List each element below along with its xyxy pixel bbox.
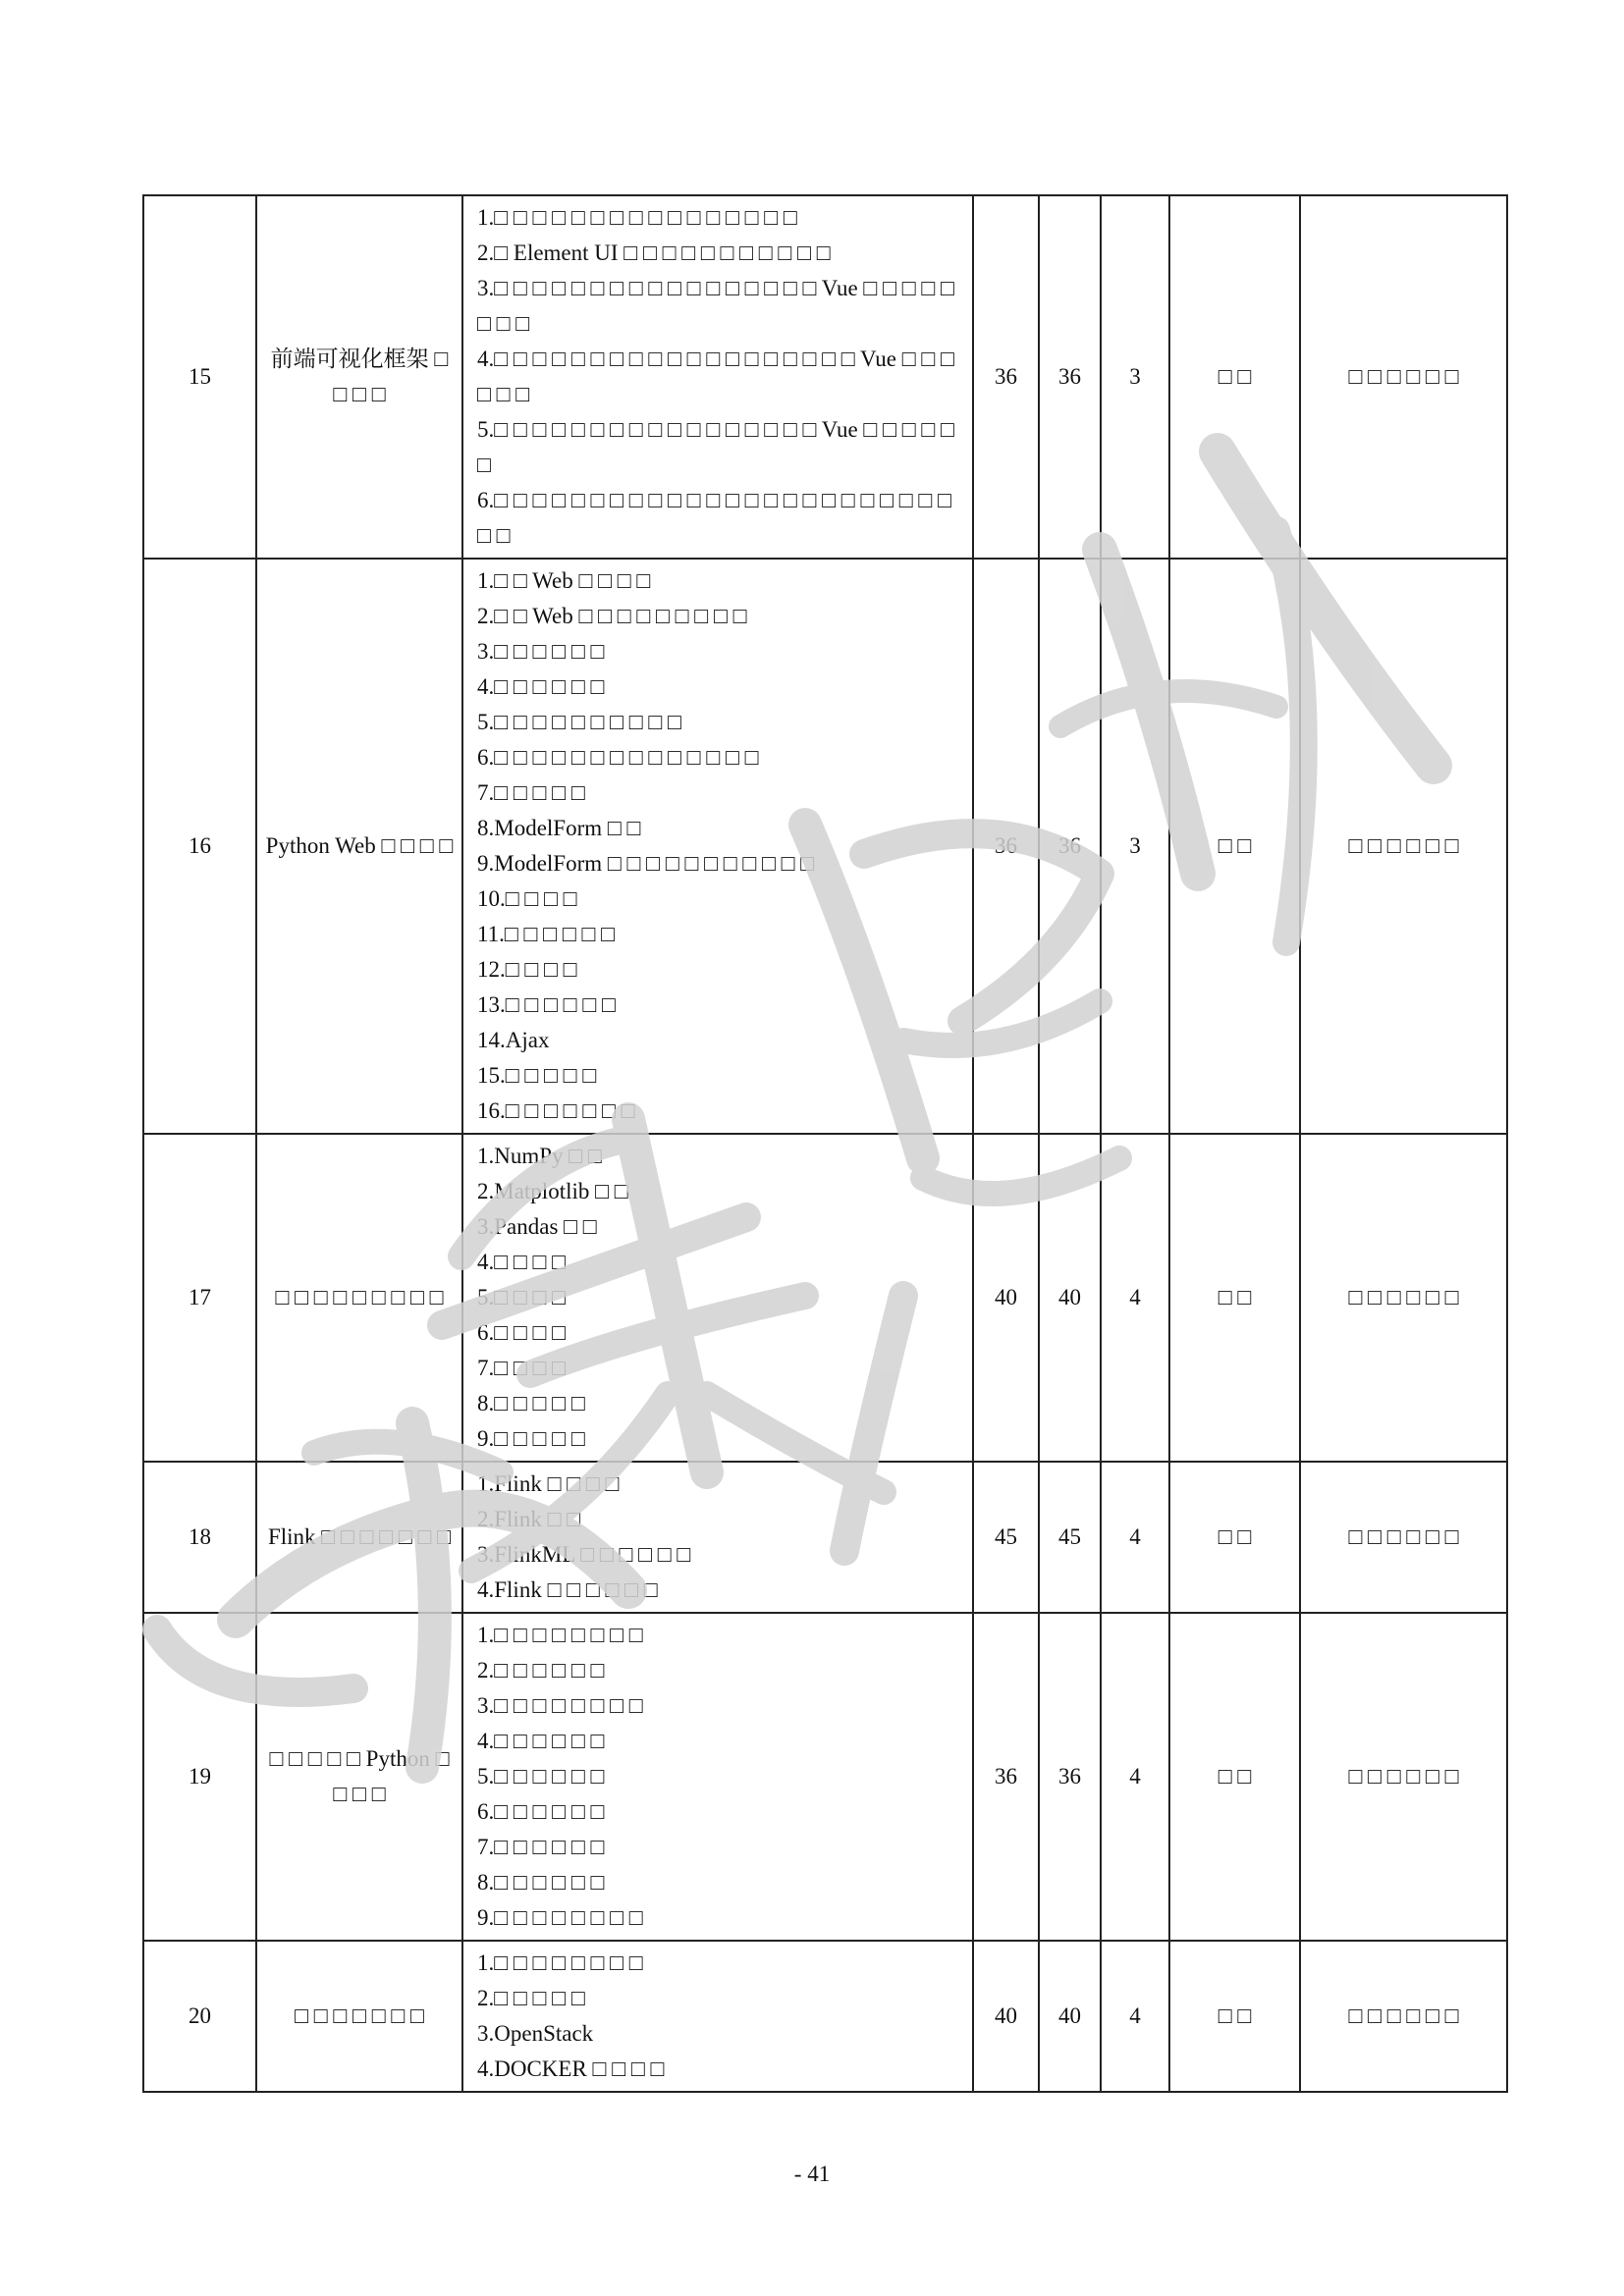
content-item: 4.□ □ □ □ □ □ (477, 1729, 605, 1753)
content-item: 2.□ □ □ □ □ □ (477, 1658, 605, 1682)
row-number: 19 (143, 1613, 256, 1941)
credits: 3 (1101, 195, 1169, 559)
content-item: 13.□ □ □ □ □ □ (477, 992, 616, 1017)
content-item: 1.□ □ Web □ □ □ □ (477, 568, 651, 593)
credits: 4 (1101, 1613, 1169, 1941)
hours-practice: 36 (1039, 1613, 1101, 1941)
content-item: 4.□ □ □ □ □ □ (477, 674, 605, 699)
content-item: 5.□ □ □ □ □ □ □ □ □ □ (477, 710, 681, 734)
course-name: □ □ □ □ □ □ □ (256, 1941, 462, 2092)
hours-practice: 40 (1039, 1134, 1101, 1462)
content-item: 1.□ □ □ □ □ □ □ □ (477, 1623, 643, 1647)
assessment-method: □ □ □ □ □ □ (1300, 1941, 1507, 2092)
content-item: 3.□ □ □ □ □ □ (477, 639, 605, 664)
content-item: 3.OpenStack (477, 2021, 594, 2046)
content-item: 1.NumPy □ □ (477, 1144, 602, 1168)
content-item: 2.□ Element UI □ □ □ □ □ □ □ □ □ □ □ (477, 240, 831, 265)
content-item: 8.□ □ □ □ □ (477, 1391, 585, 1415)
hours-total: 40 (973, 1941, 1039, 2092)
content-item: 4.DOCKER □ □ □ □ (477, 2056, 665, 2081)
table-row (143, 1134, 1507, 1462)
content-item: 15.□ □ □ □ □ (477, 1063, 597, 1088)
table-row (143, 1613, 1507, 1941)
credits: 4 (1101, 1462, 1169, 1613)
hours-total: 36 (973, 195, 1039, 559)
course-type: □ □ (1169, 1941, 1300, 2092)
content-item: 4.□ □ □ □ (477, 1250, 567, 1274)
hours-practice: 36 (1039, 559, 1101, 1134)
table-row (143, 1462, 1507, 1613)
content-item: 4.□ □ □ □ □ □ □ □ □ □ □ □ □ □ □ □ □ □ □ Vue □ □ □ □ □ □ (477, 347, 954, 406)
course-type: □ □ (1169, 1613, 1300, 1941)
course-type: □ □ (1169, 1462, 1300, 1613)
row-number: 20 (143, 1941, 256, 2092)
table-row (143, 195, 1507, 559)
hours-practice: 45 (1039, 1462, 1101, 1613)
content-item: 3.□ □ □ □ □ □ □ □ □ □ □ □ □ □ □ □ □ Vue □ □ □ □ □ □ □ □ (477, 276, 954, 336)
content-item: 7.□ □ □ □ (477, 1356, 567, 1380)
course-table (142, 194, 1508, 2093)
content-item: 8.ModelForm □ □ (477, 816, 641, 840)
course-contents (462, 1462, 973, 1613)
content-item: 4.Flink □ □ □ □ □ □ (477, 1577, 658, 1602)
content-item: 5.□ □ □ □ □ □ (477, 1764, 605, 1789)
content-item: 8.□ □ □ □ □ □ (477, 1870, 605, 1895)
content-item: 10.□ □ □ □ (477, 886, 577, 911)
course-name: 前端可视化框架 □ □ □ □ (256, 195, 462, 559)
assessment-method: □ □ □ □ □ □ (1300, 1462, 1507, 1613)
credits: 4 (1101, 1134, 1169, 1462)
row-number: 16 (143, 559, 256, 1134)
content-item: 6.□ □ □ □ □ □ □ □ □ □ □ □ □ □ (477, 745, 759, 770)
content-item: 16.□ □ □ □ □ □ □ (477, 1098, 635, 1123)
credits: 3 (1101, 559, 1169, 1134)
course-name: □ □ □ □ □ Python □ □ □ □ (256, 1613, 462, 1941)
content-item: 14.Ajax (477, 1028, 550, 1052)
content-item: 1.Flink □ □ □ □ (477, 1471, 620, 1496)
row-number: 17 (143, 1134, 256, 1462)
course-contents (462, 1941, 973, 2092)
course-type: □ □ (1169, 195, 1300, 559)
page-number: - 41 (793, 2162, 831, 2186)
content-item: 9.ModelForm □ □ □ □ □ □ □ □ □ □ □ (477, 851, 815, 876)
hours-practice: 36 (1039, 195, 1101, 559)
content-item: 2.□ □ □ □ □ (477, 1986, 585, 2010)
course-contents (462, 1134, 973, 1462)
content-item: 1.□ □ □ □ □ □ □ □ □ □ □ □ □ □ □ □ (477, 205, 797, 230)
content-item: 6.□ □ □ □ (477, 1320, 567, 1345)
content-item: 7.□ □ □ □ □ □ (477, 1835, 605, 1859)
course-name: □ □ □ □ □ □ □ □ □ (256, 1134, 462, 1462)
content-item: 7.□ □ □ □ □ (477, 780, 585, 805)
course-type: □ □ (1169, 559, 1300, 1134)
content-item: 3.Pandas □ □ (477, 1214, 597, 1239)
course-name: Flink □ □ □ □ □ □ □ (256, 1462, 462, 1613)
content-item: 11.□ □ □ □ □ □ (477, 922, 615, 946)
content-item: 3.□ □ □ □ □ □ □ □ (477, 1693, 643, 1718)
hours-total: 45 (973, 1462, 1039, 1613)
course-contents (462, 559, 973, 1134)
content-item: 2.□ □ Web □ □ □ □ □ □ □ □ □ (477, 604, 747, 628)
table-row (143, 559, 1507, 1134)
row-number: 18 (143, 1462, 256, 1613)
course-name: Python Web □ □ □ □ (256, 559, 462, 1134)
content-item: 5.□ □ □ □ □ □ □ □ □ □ □ □ □ □ □ □ □ Vue □ □ □ □ □ □ (477, 417, 954, 477)
course-contents (462, 195, 973, 559)
hours-total: 36 (973, 559, 1039, 1134)
content-item: 12.□ □ □ □ (477, 957, 577, 982)
assessment-method: □ □ □ □ □ □ (1300, 1613, 1507, 1941)
assessment-method: □ □ □ □ □ □ (1300, 559, 1507, 1134)
credits: 4 (1101, 1941, 1169, 2092)
content-item: 6.□ □ □ □ □ □ (477, 1799, 605, 1824)
hours-total: 36 (973, 1613, 1039, 1941)
row-number: 15 (143, 195, 256, 559)
content-item: 3.FlinkML □ □ □ □ □ □ (477, 1542, 691, 1567)
content-item: 2.Matplotlib □ □ (477, 1179, 628, 1203)
content-item: 9.□ □ □ □ □ □ □ □ (477, 1905, 643, 1930)
content-item: 9.□ □ □ □ □ (477, 1426, 585, 1451)
content-item: 1.□ □ □ □ □ □ □ □ (477, 1950, 643, 1975)
hours-total: 40 (973, 1134, 1039, 1462)
content-item: 5.□ □ □ □ (477, 1285, 567, 1309)
course-contents (462, 1613, 973, 1941)
hours-practice: 40 (1039, 1941, 1101, 2092)
content-item: 2.Flink □ □ (477, 1507, 581, 1531)
assessment-method: □ □ □ □ □ □ (1300, 1134, 1507, 1462)
table-row (143, 1941, 1507, 2092)
assessment-method: □ □ □ □ □ □ (1300, 195, 1507, 559)
content-item: 6.□ □ □ □ □ □ □ □ □ □ □ □ □ □ □ □ □ □ □ □ □ □ □ □ □ □ (477, 488, 951, 548)
course-type: □ □ (1169, 1134, 1300, 1462)
